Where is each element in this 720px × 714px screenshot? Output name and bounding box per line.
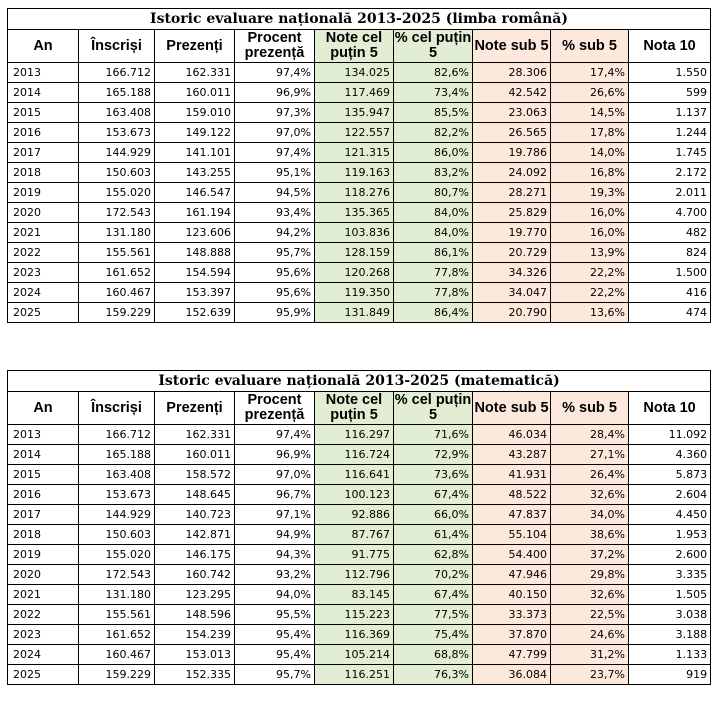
cell-pct-sub-5: 22,2% [551,263,629,283]
cell-procent-prezenta: 93,4% [235,203,315,223]
cell-prezenti: 146.175 [155,545,235,565]
cell-prezenti: 154.594 [155,263,235,283]
col-header-pct-cel-putin-5: % cel puțin 5 [394,30,472,61]
table-row [8,223,711,243]
cell-inscrisi: 150.603 [79,163,155,183]
cell-nota-10: 1.244 [629,123,711,143]
cell-note-sub-5: 19.786 [473,143,551,163]
col-header-procent-prezenta: Procent prezență [235,30,315,63]
cell-note-cel-putin-5: 116.724 [315,445,394,465]
cell-nota-10: 1.137 [629,103,711,123]
cell-nota-10: 919 [629,665,711,685]
cell-note-cel-putin-5: 120.268 [315,263,394,283]
cell-note-sub-5: 43.287 [473,445,551,465]
table-row [8,143,711,163]
cell-procent-prezenta: 94,9% [235,525,315,545]
cell-an: 2025 [8,303,79,323]
cell-pct-cel-putin-5: 77,8% [394,283,473,303]
cell-pct-cel-putin-5: 84,0% [394,203,473,223]
cell-nota-10: 2.172 [629,163,711,183]
cell-pct-cel-putin-5: 77,8% [394,263,473,283]
cell-pct-sub-5: 38,6% [551,525,629,545]
table-limba-romana [7,8,711,323]
cell-nota-10: 5.873 [629,465,711,485]
cell-note-cel-putin-5: 119.350 [315,283,394,303]
cell-pct-cel-putin-5: 86,4% [394,303,473,323]
cell-pct-sub-5: 37,2% [551,545,629,565]
cell-an: 2020 [8,565,79,585]
cell-inscrisi: 172.543 [79,203,155,223]
cell-nota-10: 2.011 [629,183,711,203]
cell-pct-sub-5: 22,5% [551,605,629,625]
cell-pct-cel-putin-5: 76,3% [394,665,473,685]
cell-nota-10: 474 [629,303,711,323]
cell-inscrisi: 159.229 [79,303,155,323]
cell-note-sub-5: 54.400 [473,545,551,565]
cell-note-sub-5: 20.729 [473,243,551,263]
table-row [8,525,711,545]
cell-note-sub-5: 36.084 [473,665,551,685]
cell-procent-prezenta: 96,9% [235,445,315,465]
cell-pct-cel-putin-5: 73,6% [394,465,473,485]
cell-nota-10: 4.450 [629,505,711,525]
cell-note-sub-5: 34.326 [473,263,551,283]
cell-note-cel-putin-5: 135.947 [315,103,394,123]
cell-pct-cel-putin-5: 83,2% [394,163,473,183]
cell-procent-prezenta: 97,4% [235,143,315,163]
cell-inscrisi: 161.652 [79,263,155,283]
col-header-procent-prezenta: Procent prezență [235,392,315,425]
cell-note-cel-putin-5: 134.025 [315,63,394,83]
cell-pct-cel-putin-5: 75,4% [394,625,473,645]
table-row [8,283,711,303]
cell-inscrisi: 163.408 [79,103,155,123]
cell-note-cel-putin-5: 87.767 [315,525,394,545]
cell-an: 2016 [8,485,79,505]
cell-note-sub-5: 19.770 [473,223,551,243]
col-header-an: An [8,392,79,425]
cell-pct-cel-putin-5: 85,5% [394,103,473,123]
table-title: Istoric evaluare națională 2013-2025 (limba română) [8,9,711,30]
cell-pct-cel-putin-5: 62,8% [394,545,473,565]
cell-an: 2020 [8,203,79,223]
cell-pct-cel-putin-5: 66,0% [394,505,473,525]
cell-note-sub-5: 47.837 [473,505,551,525]
cell-prezenti: 161.194 [155,203,235,223]
cell-nota-10: 3.188 [629,625,711,645]
cell-nota-10: 3.335 [629,565,711,585]
cell-note-cel-putin-5: 121.315 [315,143,394,163]
cell-prezenti: 141.101 [155,143,235,163]
table-row [8,545,711,565]
table-row [8,243,711,263]
col-header-inscrisi: Înscriși [79,392,155,425]
cell-note-sub-5: 26.565 [473,123,551,143]
cell-pct-sub-5: 34,0% [551,505,629,525]
cell-pct-cel-putin-5: 67,4% [394,585,473,605]
col-header-pct-cel-putin-5: % cel puțin 5 [394,392,472,423]
cell-inscrisi: 144.929 [79,505,155,525]
col-header-nota-10: Nota 10 [629,30,711,63]
cell-pct-sub-5: 26,6% [551,83,629,103]
cell-prezenti: 148.596 [155,605,235,625]
cell-an: 2014 [8,83,79,103]
cell-procent-prezenta: 97,0% [235,123,315,143]
cell-note-cel-putin-5: 116.641 [315,465,394,485]
cell-procent-prezenta: 94,5% [235,183,315,203]
cell-note-sub-5: 37.870 [473,625,551,645]
cell-nota-10: 1.500 [629,263,711,283]
cell-note-sub-5: 33.373 [473,605,551,625]
cell-pct-sub-5: 26,4% [551,465,629,485]
table-row [8,465,711,485]
cell-procent-prezenta: 95,6% [235,283,315,303]
table-row [8,63,711,83]
cell-pct-cel-putin-5: 71,6% [394,425,473,445]
cell-note-cel-putin-5: 118.276 [315,183,394,203]
cell-pct-sub-5: 17,8% [551,123,629,143]
cell-an: 2024 [8,283,79,303]
cell-prezenti: 140.723 [155,505,235,525]
table-row [8,625,711,645]
cell-pct-sub-5: 19,3% [551,183,629,203]
cell-an: 2016 [8,123,79,143]
cell-pct-sub-5: 16,0% [551,223,629,243]
cell-note-cel-putin-5: 135.365 [315,203,394,223]
cell-pct-cel-putin-5: 73,4% [394,83,473,103]
cell-note-cel-putin-5: 116.251 [315,665,394,685]
cell-note-sub-5: 48.522 [473,485,551,505]
cell-an: 2022 [8,243,79,263]
cell-pct-cel-putin-5: 82,2% [394,123,473,143]
cell-nota-10: 1.953 [629,525,711,545]
cell-note-sub-5: 46.034 [473,425,551,445]
cell-pct-cel-putin-5: 80,7% [394,183,473,203]
cell-an: 2013 [8,425,79,445]
cell-pct-sub-5: 28,4% [551,425,629,445]
cell-procent-prezenta: 95,9% [235,303,315,323]
cell-procent-prezenta: 97,0% [235,465,315,485]
table-row [8,645,711,665]
cell-pct-cel-putin-5: 82,6% [394,63,473,83]
cell-note-sub-5: 40.150 [473,585,551,605]
cell-pct-sub-5: 32,6% [551,485,629,505]
cell-inscrisi: 153.673 [79,485,155,505]
table-row [8,183,711,203]
col-header-note-cel-putin-5: Note cel puțin 5 [315,30,394,63]
cell-inscrisi: 131.180 [79,223,155,243]
cell-pct-sub-5: 24,6% [551,625,629,645]
col-header-an: An [8,30,79,63]
table-row [8,203,711,223]
cell-note-cel-putin-5: 116.297 [315,425,394,445]
table-row [8,103,711,123]
cell-note-cel-putin-5: 122.557 [315,123,394,143]
cell-procent-prezenta: 95,4% [235,625,315,645]
cell-inscrisi: 159.229 [79,665,155,685]
cell-pct-sub-5: 29,8% [551,565,629,585]
cell-prezenti: 123.295 [155,585,235,605]
cell-note-cel-putin-5: 131.849 [315,303,394,323]
cell-an: 2019 [8,183,79,203]
cell-pct-cel-putin-5: 86,1% [394,243,473,263]
cell-prezenti: 160.011 [155,445,235,465]
cell-an: 2015 [8,465,79,485]
cell-an: 2013 [8,63,79,83]
cell-an: 2018 [8,525,79,545]
cell-procent-prezenta: 95,7% [235,243,315,263]
cell-inscrisi: 163.408 [79,465,155,485]
table-row [8,605,711,625]
cell-procent-prezenta: 97,4% [235,425,315,445]
cell-nota-10: 3.038 [629,605,711,625]
cell-prezenti: 152.335 [155,665,235,685]
cell-an: 2025 [8,665,79,685]
cell-pct-sub-5: 27,1% [551,445,629,465]
cell-nota-10: 11.092 [629,425,711,445]
cell-an: 2015 [8,103,79,123]
cell-inscrisi: 165.188 [79,445,155,465]
cell-nota-10: 2.604 [629,485,711,505]
table-row [8,565,711,585]
cell-nota-10: 1.133 [629,645,711,665]
cell-pct-cel-putin-5: 86,0% [394,143,473,163]
cell-inscrisi: 155.561 [79,605,155,625]
cell-inscrisi: 155.020 [79,545,155,565]
cell-pct-cel-putin-5: 61,4% [394,525,473,545]
cell-nota-10: 824 [629,243,711,263]
cell-nota-10: 4.360 [629,445,711,465]
table-row [8,425,711,445]
cell-prezenti: 143.255 [155,163,235,183]
table-row [8,665,711,685]
cell-note-cel-putin-5: 117.469 [315,83,394,103]
cell-note-cel-putin-5: 103.836 [315,223,394,243]
cell-an: 2017 [8,143,79,163]
cell-pct-cel-putin-5: 70,2% [394,565,473,585]
cell-an: 2023 [8,625,79,645]
cell-inscrisi: 155.020 [79,183,155,203]
cell-procent-prezenta: 96,7% [235,485,315,505]
cell-procent-prezenta: 95,4% [235,645,315,665]
cell-pct-sub-5: 16,0% [551,203,629,223]
cell-prezenti: 158.572 [155,465,235,485]
cell-prezenti: 153.013 [155,645,235,665]
cell-inscrisi: 144.929 [79,143,155,163]
cell-inscrisi: 172.543 [79,565,155,585]
col-header-inscrisi: Înscriși [79,30,155,63]
col-header-note-sub-5: Note sub 5 [473,392,551,425]
cell-note-cel-putin-5: 115.223 [315,605,394,625]
cell-note-sub-5: 55.104 [473,525,551,545]
col-header-note-cel-putin-5: Note cel puțin 5 [315,392,394,425]
cell-prezenti: 148.888 [155,243,235,263]
cell-nota-10: 416 [629,283,711,303]
cell-procent-prezenta: 97,4% [235,63,315,83]
cell-inscrisi: 166.712 [79,63,155,83]
cell-an: 2023 [8,263,79,283]
cell-an: 2018 [8,163,79,183]
cell-note-cel-putin-5: 91.775 [315,545,394,565]
cell-an: 2014 [8,445,79,465]
cell-procent-prezenta: 95,7% [235,665,315,685]
cell-note-sub-5: 42.542 [473,83,551,103]
cell-pct-cel-putin-5: 72,9% [394,445,473,465]
cell-note-sub-5: 47.799 [473,645,551,665]
cell-note-cel-putin-5: 100.123 [315,485,394,505]
cell-inscrisi: 160.467 [79,283,155,303]
cell-note-cel-putin-5: 83.145 [315,585,394,605]
cell-pct-sub-5: 14,5% [551,103,629,123]
table-row [8,83,711,103]
cell-nota-10: 1.505 [629,585,711,605]
cell-pct-sub-5: 13,6% [551,303,629,323]
cell-prezenti: 153.397 [155,283,235,303]
cell-procent-prezenta: 95,6% [235,263,315,283]
col-header-nota-10: Nota 10 [629,392,711,425]
table-row [8,123,711,143]
cell-nota-10: 2.600 [629,545,711,565]
cell-note-sub-5: 28.271 [473,183,551,203]
table-row [8,303,711,323]
cell-note-sub-5: 34.047 [473,283,551,303]
col-header-pct-sub-5: % sub 5 [551,30,629,63]
cell-inscrisi: 153.673 [79,123,155,143]
col-header-pct-sub-5: % sub 5 [551,392,629,425]
col-header-prezenti: Prezenți [155,392,235,425]
cell-procent-prezenta: 94,3% [235,545,315,565]
cell-inscrisi: 165.188 [79,83,155,103]
cell-an: 2021 [8,223,79,243]
table-row [8,445,711,465]
cell-note-sub-5: 20.790 [473,303,551,323]
cell-procent-prezenta: 97,1% [235,505,315,525]
cell-an: 2022 [8,605,79,625]
cell-an: 2021 [8,585,79,605]
cell-pct-cel-putin-5: 67,4% [394,485,473,505]
cell-note-cel-putin-5: 112.796 [315,565,394,585]
cell-pct-sub-5: 17,4% [551,63,629,83]
cell-inscrisi: 161.652 [79,625,155,645]
cell-inscrisi: 155.561 [79,243,155,263]
cell-prezenti: 152.639 [155,303,235,323]
table-matematica [7,370,711,685]
table-row [8,585,711,605]
cell-nota-10: 599 [629,83,711,103]
cell-prezenti: 154.239 [155,625,235,645]
cell-note-sub-5: 25.829 [473,203,551,223]
cell-pct-cel-putin-5: 84,0% [394,223,473,243]
cell-nota-10: 482 [629,223,711,243]
cell-note-sub-5: 41.931 [473,465,551,485]
cell-nota-10: 4.700 [629,203,711,223]
cell-note-sub-5: 47.946 [473,565,551,585]
table-row [8,485,711,505]
cell-prezenti: 160.742 [155,565,235,585]
cell-procent-prezenta: 93,2% [235,565,315,585]
cell-pct-sub-5: 31,2% [551,645,629,665]
cell-prezenti: 162.331 [155,425,235,445]
col-header-prezenti: Prezenți [155,30,235,63]
cell-note-sub-5: 24.092 [473,163,551,183]
cell-note-cel-putin-5: 92.886 [315,505,394,525]
cell-nota-10: 1.550 [629,63,711,83]
col-header-note-sub-5: Note sub 5 [473,30,551,63]
table-title: Istoric evaluare națională 2013-2025 (matematică) [8,371,711,392]
cell-pct-sub-5: 16,8% [551,163,629,183]
cell-procent-prezenta: 94,0% [235,585,315,605]
cell-note-cel-putin-5: 128.159 [315,243,394,263]
cell-an: 2024 [8,645,79,665]
cell-an: 2017 [8,505,79,525]
cell-pct-sub-5: 13,9% [551,243,629,263]
cell-procent-prezenta: 97,3% [235,103,315,123]
cell-procent-prezenta: 96,9% [235,83,315,103]
cell-procent-prezenta: 94,2% [235,223,315,243]
cell-inscrisi: 166.712 [79,425,155,445]
cell-note-sub-5: 28.306 [473,63,551,83]
cell-inscrisi: 160.467 [79,645,155,665]
cell-pct-cel-putin-5: 77,5% [394,605,473,625]
cell-note-sub-5: 23.063 [473,103,551,123]
cell-nota-10: 1.745 [629,143,711,163]
cell-inscrisi: 150.603 [79,525,155,545]
cell-prezenti: 148.645 [155,485,235,505]
cell-note-cel-putin-5: 119.163 [315,163,394,183]
cell-pct-cel-putin-5: 68,8% [394,645,473,665]
cell-pct-sub-5: 22,2% [551,283,629,303]
cell-prezenti: 146.547 [155,183,235,203]
cell-prezenti: 159.010 [155,103,235,123]
cell-prezenti: 160.011 [155,83,235,103]
cell-pct-sub-5: 32,6% [551,585,629,605]
cell-inscrisi: 131.180 [79,585,155,605]
cell-pct-sub-5: 23,7% [551,665,629,685]
cell-prezenti: 123.606 [155,223,235,243]
cell-an: 2019 [8,545,79,565]
table-row [8,163,711,183]
cell-prezenti: 162.331 [155,63,235,83]
table-row [8,505,711,525]
table-row [8,263,711,283]
cell-procent-prezenta: 95,1% [235,163,315,183]
cell-pct-sub-5: 14,0% [551,143,629,163]
cell-note-cel-putin-5: 116.369 [315,625,394,645]
cell-note-cel-putin-5: 105.214 [315,645,394,665]
cell-prezenti: 142.871 [155,525,235,545]
cell-prezenti: 149.122 [155,123,235,143]
cell-procent-prezenta: 95,5% [235,605,315,625]
